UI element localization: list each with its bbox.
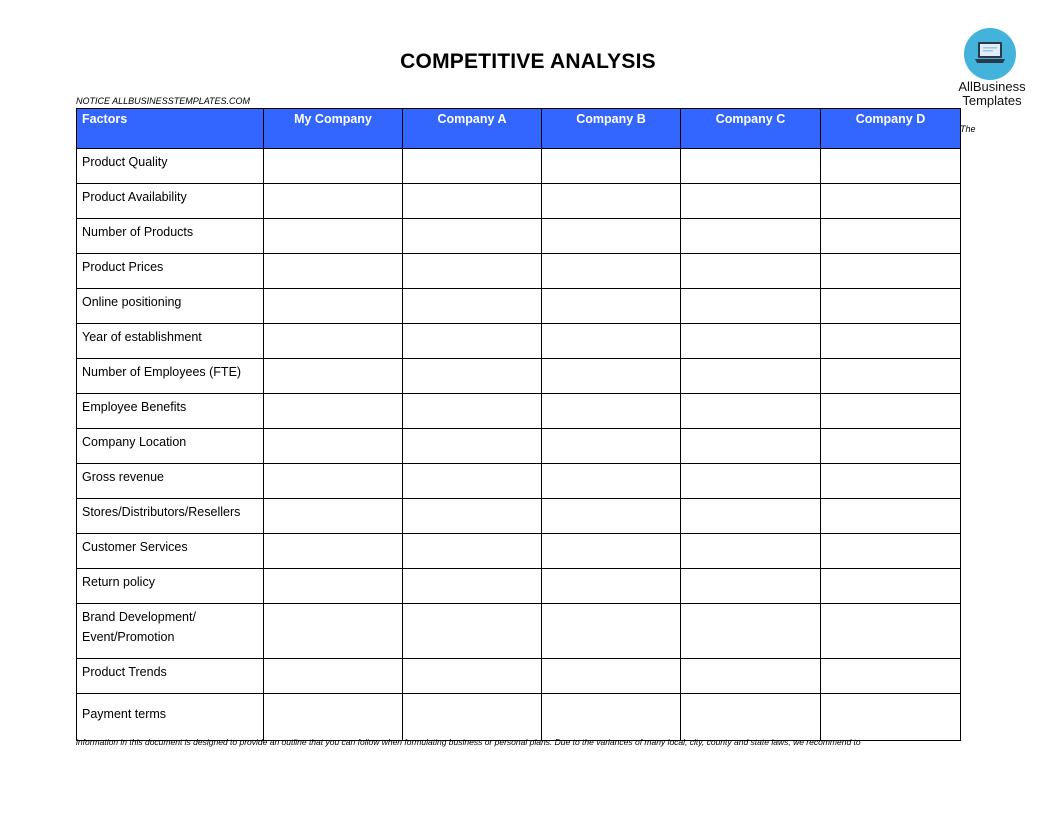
data-cell[interactable] xyxy=(681,604,821,659)
factor-cell: Online positioning xyxy=(77,289,264,324)
table-row xyxy=(77,254,961,289)
brand-logo xyxy=(942,22,1046,114)
page-title: COMPETITIVE ANALYSIS xyxy=(400,50,656,73)
data-cell[interactable] xyxy=(542,659,681,694)
table-row xyxy=(77,289,961,324)
table-row xyxy=(77,149,961,184)
data-cell[interactable] xyxy=(403,289,542,324)
data-cell[interactable] xyxy=(821,359,961,394)
data-cell[interactable] xyxy=(542,464,681,499)
table-row xyxy=(77,394,961,429)
data-cell[interactable] xyxy=(681,184,821,219)
factor-cell: Employee Benefits xyxy=(77,394,264,429)
table-row xyxy=(77,604,961,659)
data-cell[interactable] xyxy=(264,604,403,659)
data-cell[interactable] xyxy=(264,324,403,359)
table-row xyxy=(77,464,961,499)
data-cell[interactable] xyxy=(542,184,681,219)
data-cell[interactable] xyxy=(821,604,961,659)
data-cell[interactable] xyxy=(821,464,961,499)
factor-cell: Product Prices xyxy=(77,254,264,289)
factor-cell: Product Trends xyxy=(77,659,264,694)
data-cell[interactable] xyxy=(403,254,542,289)
data-cell[interactable] xyxy=(821,289,961,324)
table-row xyxy=(77,499,961,534)
data-cell[interactable] xyxy=(403,359,542,394)
data-cell[interactable] xyxy=(681,694,821,741)
data-cell[interactable] xyxy=(403,659,542,694)
data-cell[interactable] xyxy=(264,254,403,289)
header-factors: Factors xyxy=(77,109,264,149)
data-cell[interactable] xyxy=(542,219,681,254)
laptop-icon xyxy=(974,40,1006,66)
data-cell[interactable] xyxy=(821,149,961,184)
header-company-c: Company C xyxy=(681,109,821,149)
data-cell[interactable] xyxy=(264,359,403,394)
data-cell[interactable] xyxy=(403,219,542,254)
data-cell[interactable] xyxy=(264,569,403,604)
data-cell[interactable] xyxy=(403,499,542,534)
data-cell[interactable] xyxy=(542,149,681,184)
data-cell[interactable] xyxy=(821,694,961,741)
data-cell[interactable] xyxy=(403,464,542,499)
factor-cell: Company Location xyxy=(77,429,264,464)
data-cell[interactable] xyxy=(403,429,542,464)
header-company-d: Company D xyxy=(821,109,961,149)
table-row xyxy=(77,659,961,694)
data-cell[interactable] xyxy=(681,569,821,604)
data-cell[interactable] xyxy=(542,499,681,534)
data-cell[interactable] xyxy=(403,569,542,604)
data-cell[interactable] xyxy=(821,254,961,289)
data-cell[interactable] xyxy=(681,359,821,394)
data-cell[interactable] xyxy=(264,464,403,499)
data-cell[interactable] xyxy=(681,429,821,464)
data-cell[interactable] xyxy=(264,659,403,694)
competitive-analysis-table xyxy=(76,108,961,741)
data-cell[interactable] xyxy=(542,604,681,659)
factor-cell: Number of Employees (FTE) xyxy=(77,359,264,394)
factor-cell: Gross revenue xyxy=(77,464,264,499)
table-row xyxy=(77,359,961,394)
logo-circle xyxy=(964,28,1016,80)
data-cell[interactable] xyxy=(681,659,821,694)
notice-text: NOTICE ALLBUSINESSTEMPLATES.COM xyxy=(76,96,251,106)
factor-cell: Product Quality xyxy=(77,149,264,184)
data-cell[interactable] xyxy=(542,289,681,324)
data-cell[interactable] xyxy=(403,604,542,659)
data-cell[interactable] xyxy=(821,184,961,219)
data-cell[interactable] xyxy=(681,324,821,359)
factor-cell: Return policy xyxy=(77,569,264,604)
factor-cell: Number of Products xyxy=(77,219,264,254)
data-cell[interactable] xyxy=(264,534,403,569)
side-note: The xyxy=(960,124,976,134)
data-cell[interactable] xyxy=(403,184,542,219)
data-cell[interactable] xyxy=(681,499,821,534)
factor-cell: Product Availability xyxy=(77,184,264,219)
table-row xyxy=(77,219,961,254)
table-header-row xyxy=(77,109,961,149)
data-cell[interactable] xyxy=(681,534,821,569)
data-cell[interactable] xyxy=(542,694,681,741)
data-cell[interactable] xyxy=(264,429,403,464)
data-cell[interactable] xyxy=(403,534,542,569)
table-row xyxy=(77,429,961,464)
logo-text xyxy=(942,80,1042,108)
data-cell[interactable] xyxy=(264,219,403,254)
data-cell[interactable] xyxy=(264,184,403,219)
data-cell[interactable] xyxy=(681,219,821,254)
header-company-b: Company B xyxy=(542,109,681,149)
data-cell[interactable] xyxy=(681,289,821,324)
data-cell[interactable] xyxy=(264,289,403,324)
data-cell[interactable] xyxy=(821,324,961,359)
table-row xyxy=(77,324,961,359)
table-row xyxy=(77,184,961,219)
data-cell[interactable] xyxy=(264,694,403,741)
table-row xyxy=(77,694,961,741)
data-cell[interactable] xyxy=(821,394,961,429)
logo-line-2: Templates xyxy=(962,93,1022,108)
data-cell[interactable] xyxy=(403,149,542,184)
data-cell[interactable] xyxy=(542,359,681,394)
table-row xyxy=(77,534,961,569)
data-cell[interactable] xyxy=(681,464,821,499)
data-cell[interactable] xyxy=(264,499,403,534)
data-cell[interactable] xyxy=(403,394,542,429)
data-cell[interactable] xyxy=(681,394,821,429)
data-cell[interactable] xyxy=(403,324,542,359)
table-row xyxy=(77,569,961,604)
data-cell[interactable] xyxy=(821,219,961,254)
data-cell[interactable] xyxy=(681,254,821,289)
data-cell[interactable] xyxy=(542,429,681,464)
data-cell[interactable] xyxy=(681,149,821,184)
data-cell[interactable] xyxy=(821,569,961,604)
data-cell[interactable] xyxy=(403,694,542,741)
data-cell[interactable] xyxy=(542,254,681,289)
logo-line-1: AllBusiness xyxy=(958,79,1026,94)
data-cell[interactable] xyxy=(264,394,403,429)
factor-cell: Brand Development/ Event/Promotion xyxy=(77,604,264,659)
data-cell[interactable] xyxy=(542,534,681,569)
factor-cell: Year of establishment xyxy=(77,324,264,359)
data-cell[interactable] xyxy=(821,429,961,464)
data-cell[interactable] xyxy=(542,324,681,359)
factor-cell: Stores/Distributors/Resellers xyxy=(77,499,264,534)
header-my-company: My Company xyxy=(264,109,403,149)
data-cell[interactable] xyxy=(542,394,681,429)
data-cell[interactable] xyxy=(542,569,681,604)
data-cell[interactable] xyxy=(264,149,403,184)
data-cell[interactable] xyxy=(821,659,961,694)
header-company-a: Company A xyxy=(403,109,542,149)
data-cell[interactable] xyxy=(821,499,961,534)
factor-cell: Customer Services xyxy=(77,534,264,569)
disclaimer-text: information in this document is designed to provide an outline that you can follow when formulating business or personal plans. Due to the variances of many local, city, county and state laws, we recommend to xyxy=(76,737,861,747)
factor-cell: Payment terms xyxy=(77,694,264,741)
data-cell[interactable] xyxy=(821,534,961,569)
